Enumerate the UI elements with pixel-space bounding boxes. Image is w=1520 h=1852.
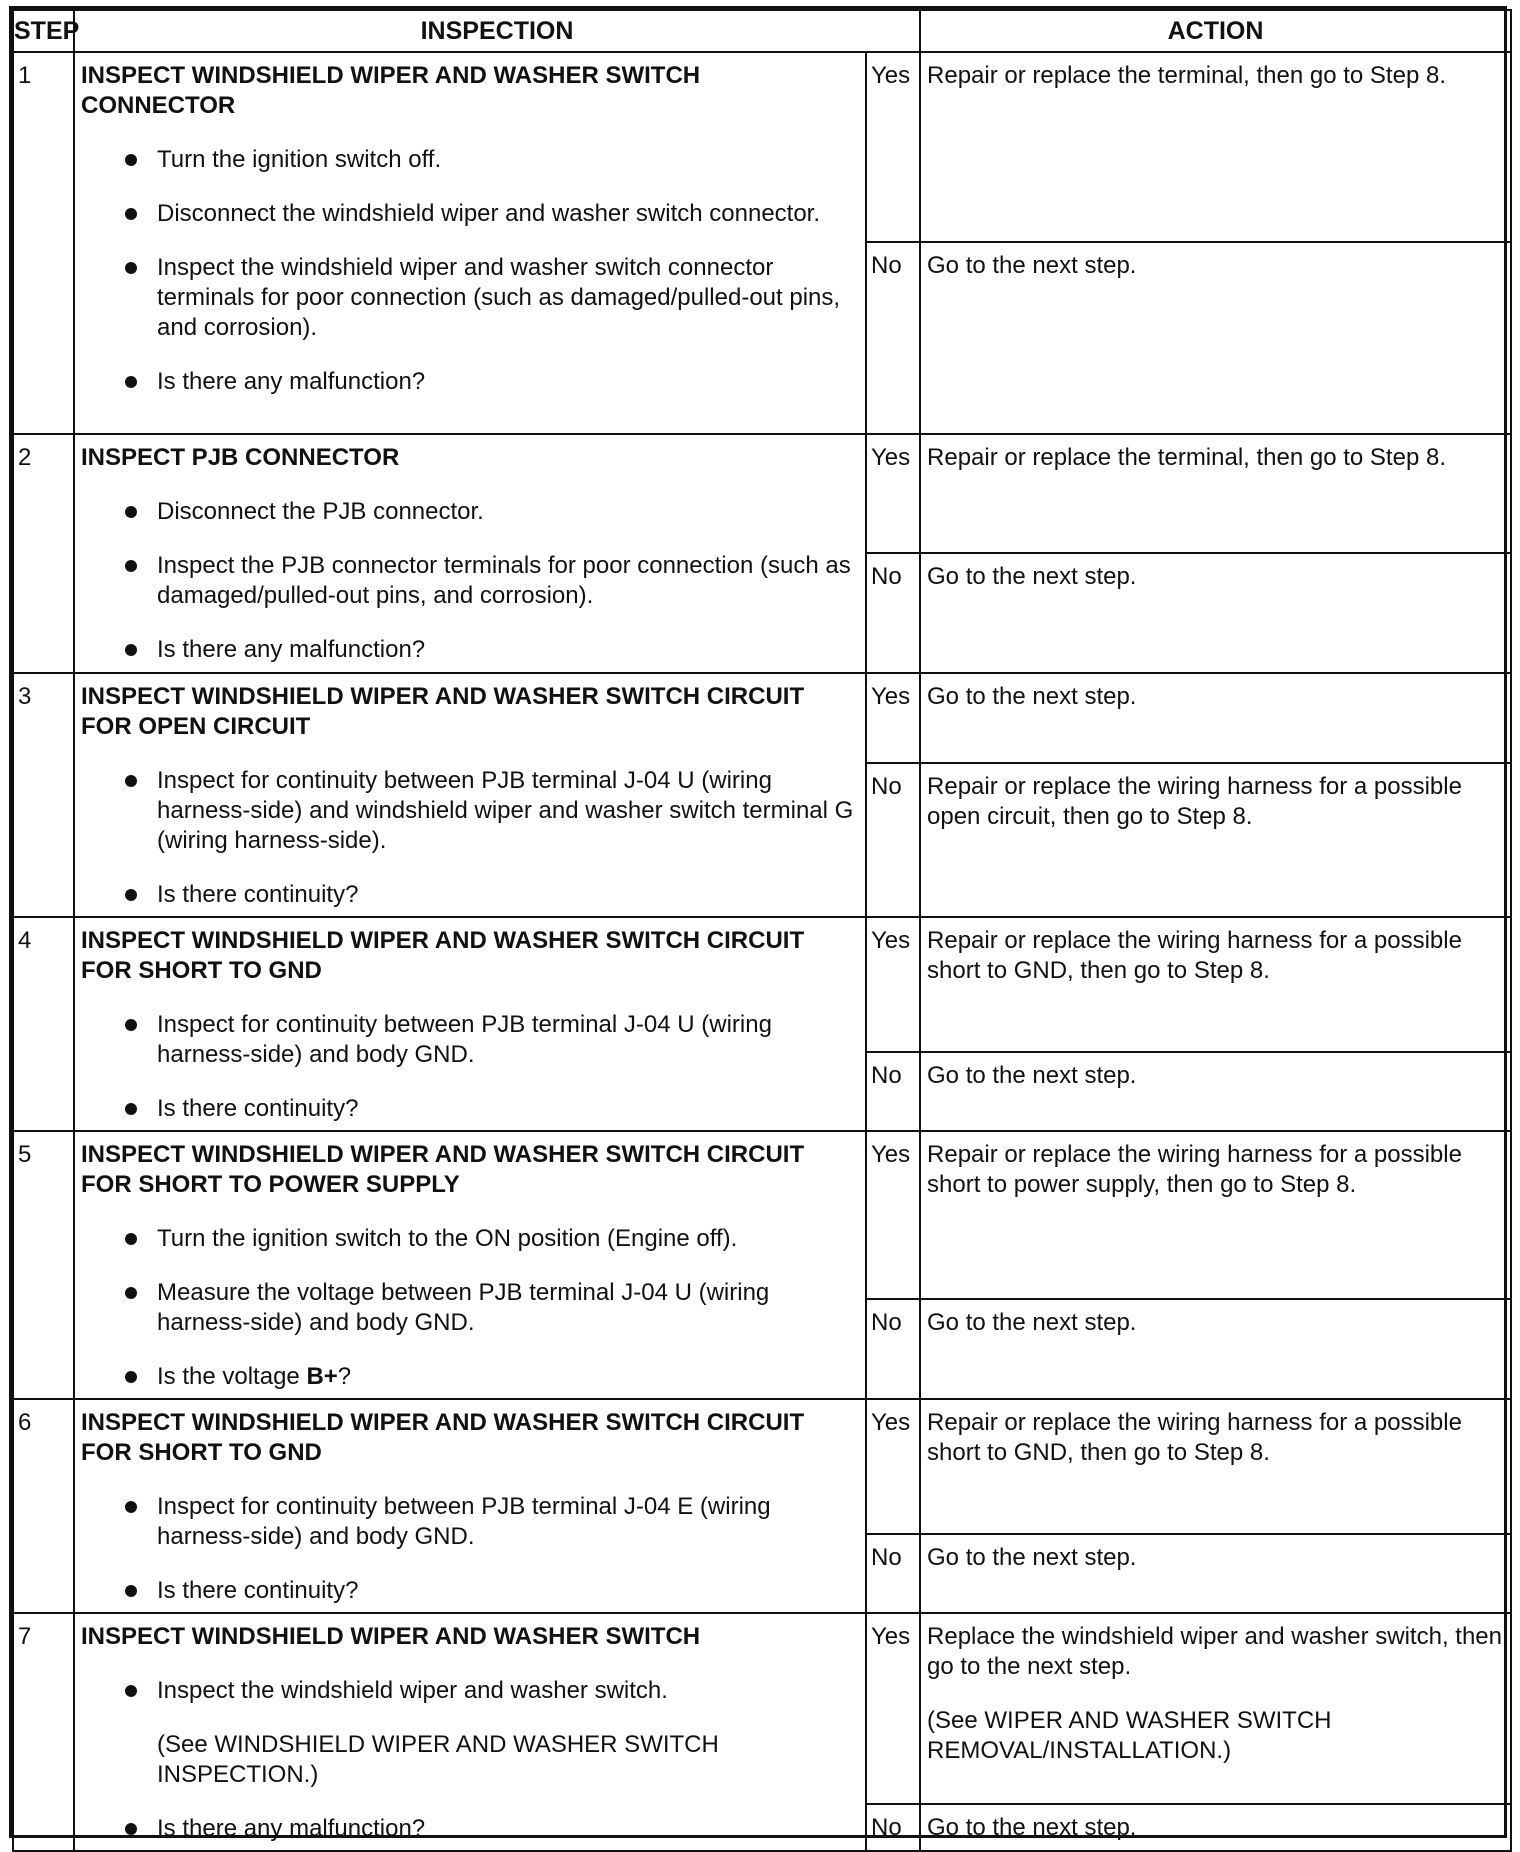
step-7-inspection: [74, 1613, 866, 1851]
bullet-list: [81, 1010, 859, 1124]
step-title: INSPECT WINDSHIELD WIPER AND WASHER SWITCH: [81, 1623, 701, 1650]
bullet-item: Is there any malfunction?: [81, 1814, 859, 1844]
no-action: Go to the next step.: [920, 1534, 1511, 1613]
yes-label: Yes: [866, 434, 920, 553]
step-3-yes-row: [13, 673, 1511, 763]
bullet-item: Inspect the PJB connector terminals for poor connection (such as damaged/pulled-out pins, and corrosion).: [81, 551, 859, 611]
bullet-item: Disconnect the windshield wiper and washer switch connector.: [81, 199, 859, 229]
no-action: Go to the next step.: [920, 242, 1511, 434]
bullet-list: [81, 145, 859, 397]
no-label: No: [866, 1534, 920, 1613]
yes-label: Yes: [866, 917, 920, 1052]
yes-action: Replace the windshield wiper and washer switch, then go to the next step. (See WIPER AND WASHER SWITCH REMOVAL/INSTALLATION.): [920, 1613, 1511, 1804]
yes-label: Yes: [866, 52, 920, 242]
reference-note: (See WINDSHIELD WIPER AND WASHER SWITCH INSPECTION.): [157, 1731, 719, 1788]
bullet-icon: [125, 154, 137, 166]
bullet-icon: [125, 1103, 137, 1115]
no-label: No: [866, 553, 920, 673]
bullet-icon: [125, 1019, 137, 1031]
header-action: ACTION: [920, 10, 1511, 52]
step-1-inspection: [74, 52, 866, 434]
yes-action: Go to the next step.: [920, 673, 1511, 763]
bullet-icon: [125, 208, 137, 220]
yes-label: Yes: [866, 1131, 920, 1299]
step-2-yes-row: [13, 434, 1511, 553]
step-title: INSPECT WINDSHIELD WIPER AND WASHER SWITCH CIRCUIT FOR SHORT TO POWER SUPPLY: [81, 1141, 805, 1198]
no-label: No: [866, 763, 920, 917]
bullet-item: Turn the ignition switch off.: [81, 145, 859, 175]
bullet-item: Disconnect the PJB connector.: [81, 497, 859, 527]
bullet-item: Is there continuity?: [81, 1576, 859, 1606]
yes-action: Repair or replace the terminal, then go to Step 8.: [920, 434, 1511, 553]
bullet-icon: [125, 1233, 137, 1245]
step-6-inspection: [74, 1399, 866, 1613]
step-title: INSPECT PJB CONNECTOR: [81, 444, 400, 471]
header-step: STEP: [13, 10, 74, 52]
bullet-item: Inspect the windshield wiper and washer switch connector terminals for poor connection (such as damaged/pulled-out pins, and corrosion).: [81, 253, 859, 343]
bullet-icon: [125, 644, 137, 656]
bullet-list: [81, 766, 859, 910]
header-inspection: INSPECTION: [74, 10, 920, 52]
no-action: Go to the next step.: [920, 553, 1511, 673]
bullet-item: Inspect for continuity between PJB terminal J-04 U (wiring harness-side) and body GND.: [81, 1010, 859, 1070]
bullet-item: Inspect the windshield wiper and washer switch.: [81, 1676, 859, 1706]
step-number: 2: [13, 434, 74, 673]
troubleshooting-table: [9, 6, 1507, 1842]
bullet-item: Is there any malfunction?: [81, 367, 859, 397]
no-action: Go to the next step.: [920, 1052, 1511, 1131]
no-action: Go to the next step.: [920, 1804, 1511, 1851]
bullet-item: Inspect for continuity between PJB terminal J-04 E (wiring harness-side) and body GND.: [81, 1492, 859, 1552]
bullet-item: Inspect for continuity between PJB terminal J-04 U (wiring harness-side) and windshield wiper and washer switch terminal G (wiring harness-side).: [81, 766, 859, 856]
step-title: INSPECT WINDSHIELD WIPER AND WASHER SWITCH CIRCUIT FOR SHORT TO GND: [81, 1409, 805, 1466]
bullet-icon: [125, 376, 137, 388]
no-action: Repair or replace the wiring harness for a possible open circuit, then go to Step 8.: [920, 763, 1511, 917]
bullet-icon: [125, 560, 137, 572]
step-2-inspection: [74, 434, 866, 673]
step-7-yes-row: [13, 1613, 1511, 1804]
bullet-item: Is the voltage B+?: [81, 1362, 859, 1392]
step-number: 4: [13, 917, 74, 1131]
bullet-icon: [125, 506, 137, 518]
bullet-list: [81, 1814, 859, 1844]
header-row: [13, 10, 1511, 52]
step-title: INSPECT WINDSHIELD WIPER AND WASHER SWITCH CIRCUIT FOR SHORT TO GND: [81, 927, 805, 984]
no-label: No: [866, 1299, 920, 1399]
bullet-item: Is there any malfunction?: [81, 635, 859, 665]
yes-action: Repair or replace the wiring harness for a possible short to GND, then go to Step 8.: [920, 917, 1511, 1052]
bullet-icon: [125, 889, 137, 901]
bullet-item: Measure the voltage between PJB terminal J-04 U (wiring harness-side) and body GND.: [81, 1278, 859, 1338]
bullet-icon: [125, 1685, 137, 1697]
bullet-icon: [125, 1287, 137, 1299]
action-reference-note: (See WIPER AND WASHER SWITCH REMOVAL/INSTALLATION.): [927, 1707, 1332, 1764]
step-number: 7: [13, 1613, 74, 1851]
no-label: No: [866, 1804, 920, 1851]
step-5-yes-row: [13, 1131, 1511, 1299]
bullet-list: [81, 497, 859, 665]
bullet-item: Is there continuity?: [81, 1094, 859, 1124]
step-number: 5: [13, 1131, 74, 1399]
bullet-icon: [125, 1585, 137, 1597]
bullet-icon: [125, 262, 137, 274]
bullet-list: [81, 1492, 859, 1606]
step-1-yes-row: [13, 52, 1511, 242]
step-6-yes-row: [13, 1399, 1511, 1534]
step-number: 3: [13, 673, 74, 917]
bullet-icon: [125, 1823, 137, 1835]
step-3-inspection: [74, 673, 866, 917]
no-label: No: [866, 1052, 920, 1131]
step-number: 6: [13, 1399, 74, 1613]
step-5-inspection: [74, 1131, 866, 1399]
yes-action: Repair or replace the wiring harness for a possible short to power supply, then go to Step 8.: [920, 1131, 1511, 1299]
bullet-list: [81, 1224, 859, 1392]
bullet-list: [81, 1676, 859, 1706]
no-label: No: [866, 242, 920, 434]
yes-label: Yes: [866, 673, 920, 763]
step-title: INSPECT WINDSHIELD WIPER AND WASHER SWITCH CIRCUIT FOR OPEN CIRCUIT: [81, 683, 805, 740]
bullet-icon: [125, 1371, 137, 1383]
yes-label: Yes: [866, 1399, 920, 1534]
bullet-item: Is there continuity?: [81, 880, 859, 910]
step-title: INSPECT WINDSHIELD WIPER AND WASHER SWITCH CONNECTOR: [81, 62, 701, 119]
step-4-inspection: [74, 917, 866, 1131]
yes-action: Repair or replace the wiring harness for a possible short to GND, then go to Step 8.: [920, 1399, 1511, 1534]
no-action: Go to the next step.: [920, 1299, 1511, 1399]
step-4-yes-row: [13, 917, 1511, 1052]
bullet-icon: [125, 775, 137, 787]
yes-label: Yes: [866, 1613, 920, 1804]
step-number: 1: [13, 52, 74, 434]
bullet-icon: [125, 1501, 137, 1513]
yes-action: Repair or replace the terminal, then go to Step 8.: [920, 52, 1511, 242]
bullet-item: Turn the ignition switch to the ON position (Engine off).: [81, 1224, 859, 1254]
